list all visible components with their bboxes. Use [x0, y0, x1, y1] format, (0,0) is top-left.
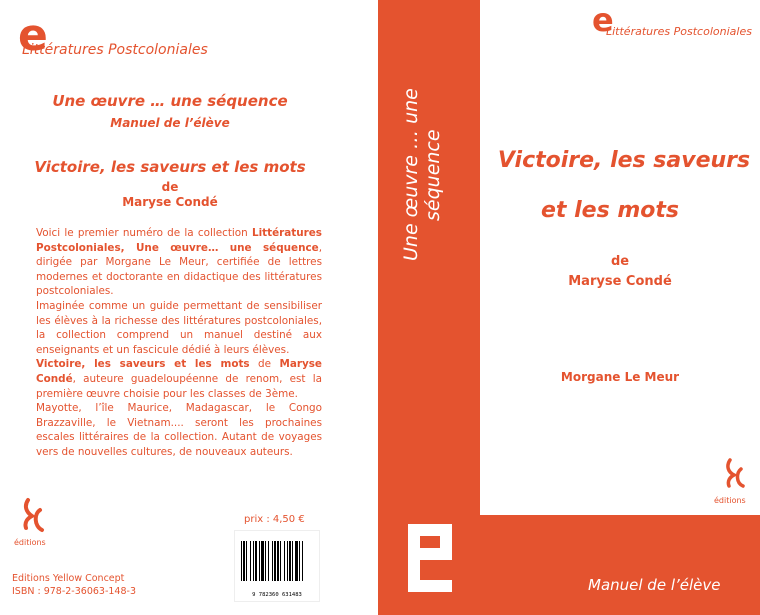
publisher-logo — [14, 496, 54, 552]
barcode-number: 9 782360 631483 — [252, 592, 302, 598]
blurb-author-name: Maryse Condé — [36, 358, 322, 385]
blurb-paragraph-1 — [36, 226, 322, 299]
spine-title: Une œuvre … une séquence — [400, 88, 444, 262]
back-collection-title: Une œuvre … une séquence — [52, 92, 288, 110]
front-de: de — [610, 254, 630, 269]
front-title-line-1: Victoire, les saveurs — [497, 148, 751, 173]
back-book-title: Victoire, les saveurs et les mots — [34, 158, 306, 176]
back-blurb — [36, 226, 322, 460]
blurb-collection-name: Littératures Postcoloniales, Une œuvre… une séquence — [36, 227, 322, 254]
publisher-name: Editions Yellow Concept — [12, 573, 125, 584]
spine — [400, 40, 444, 310]
yc-monogram-icon — [714, 458, 754, 498]
blurb-text: de — [249, 358, 280, 371]
isbn: ISBN : 978-2-36063-148-3 — [12, 586, 136, 597]
back-series-name: Littératures Postcoloniales — [22, 42, 208, 58]
large-e-logo — [402, 520, 458, 596]
front-series-name: Littératures Postcoloniales — [606, 25, 752, 38]
blurb-text: , auteure guadeloupéenne de renom, est la première œuvre choisie pour les classes de 3ème. — [36, 372, 322, 400]
back-de: de — [161, 180, 179, 194]
front-manual-label: Manuel de l’élève — [588, 576, 721, 594]
front-author: Maryse Condé — [568, 274, 672, 289]
barcode-icon — [235, 531, 319, 589]
blurb-paragraph-4: Mayotte, l’île Maurice, Madagascar, le Congo Brazzaville, le Vietnam.... seront les prochaines escales littéraires de la collection. Autant de voyages vers de nouvelles cultures, de nouveaux auteurs. — [36, 402, 322, 458]
isbn-barcode — [234, 530, 320, 602]
blurb-paragraph-3 — [36, 357, 322, 401]
blurb-text: , dirigée par Morgane Le Meur, certifiée de lettres modernes et doctorante en didactique des littératures postcoloniales. — [36, 241, 322, 298]
front-publisher-logo — [714, 458, 754, 508]
front-publisher-logo-label: éditions — [714, 496, 746, 505]
letter-e-logo-icon — [402, 520, 458, 596]
back-manual-label: Manuel de l’élève — [110, 116, 230, 130]
blurb-paragraph-2: Imaginée comme un guide permettant de sensibiliser les élèves à la richesse des littératures postcoloniales, la collection comprend un manuel destiné aux enseignants et un fascicule dédié à leurs élèves. — [36, 299, 322, 356]
publisher-logo-label: éditions — [14, 538, 46, 547]
front-series-logo-letter: e — [592, 1, 614, 39]
back-author: Maryse Condé — [122, 195, 218, 209]
series-logo-letter: e — [18, 10, 48, 61]
blurb-book-title: Victoire, les saveurs et les mots — [36, 358, 250, 371]
price: prix : 4,50 € — [244, 514, 305, 525]
front-title-line-2: et les mots — [541, 198, 679, 223]
blurb-text: Voici le premier numéro de la collection — [36, 227, 252, 239]
front-writer: Morgane Le Meur — [560, 370, 680, 384]
